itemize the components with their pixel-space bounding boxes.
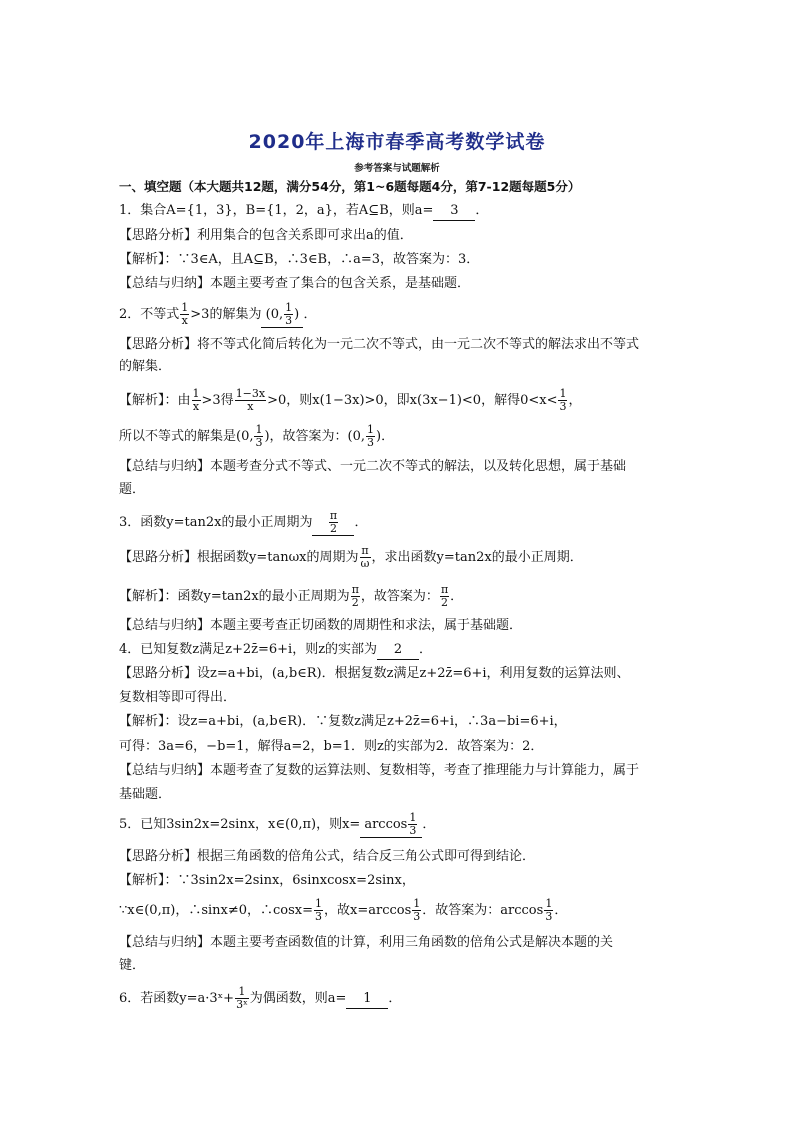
page-title: 2020年上海市春季高考数学试卷 [248,131,546,153]
q5-solution-1: 【解析】：∵3sin2x=2sinx，6sinxcosx=2sinx， [119,873,415,888]
answer-blank-4: 2 [377,641,419,660]
q2-summary-1: 【总结与归纳】本题考查分式不等式、一元二次不等式的解法，以及转化思想，属于基础 [119,459,627,474]
q2-analysis-1: 【思路分析】将不等式化简后转化为一元二次不等式，由一元二次不等式的解法求出不等式 [119,337,640,352]
q5-solution-2: ∵x∈(0,π)，∴sinx≠0，∴cosx= $\frac{1}{3}$ ，故x=arccos $\frac{1}{3}$ ．故答案为：arccos $\frac{1}{3}$ ． [119,897,568,923]
q4-summary-2: 基础题． [119,787,172,802]
q4-analysis-2: 复数相等即可得出． [119,690,237,705]
q4-summary-1: 【总结与归纳】本题考查了复数的运算法则、复数相等，考查了推理能力与计算能力，属于 [119,763,640,778]
q5-analysis: 【思路分析】根据三角函数的倍角公式，结合反三角公式即可得到结论． [119,849,536,864]
answer-blank-3: $\frac{\pi}{2}$ [312,510,354,536]
question-1: 1．集合A={1，3}，B={1，2，a}，若A⊆B，则a= 3 ． [119,202,679,221]
q1-solution: 【解析】：∵3∈A，且A⊆B，∴3∈B，∴a=3，故答案为：3． [119,252,480,267]
answer-blank-1: 3 [433,202,475,221]
answer-blank-5: arccos $\frac{1}{3}$ [360,812,422,838]
q2-analysis-2: 的解集． [119,359,172,374]
question-6: 6．若函数y=a·3ˣ+ $\frac{1}{\text{3ˣ}}$ 为偶函数，则a= 1 ． [119,985,402,1011]
q2-solution-2: 所以不等式的解集是(0, $\frac{1}{3}$ )，故答案为：(0, $\frac{1}{3}$ )． [119,423,395,449]
q3-analysis: 【思路分析】根据函数y=tanωx的周期为 $\frac{\pi}{\omega}$ ，求出函数y=tan2x的最小正周期． [119,544,583,570]
q4-solution-2: 可得：3a=6，−b=1，解得a=2，b=1．则z的实部为2．故答案为：2． [119,739,544,754]
q4-solution-1: 【解析】：设z=a+bi，(a,b∈R)．∵复数z满足z+2z̄=6+i，∴3a−bi=6+i， [119,714,567,729]
question-2: 2．不等式 $\frac{1}{x}$ >3的解集为 (0, $\frac{1}{3}$ ) ． [119,301,317,327]
q2-solution-1: 【解析】：由 $\frac{1}{x}$ >3得 $\frac{1-3x}{x}$ >0，则x(1−3x)>0，即x(3x−1)<0，解得0<x< $\frac{1}{3}$ ， [119,387,582,413]
section-heading: 一、填空题（本大题共12题，满分54分，第1~6题每题4分，第7-12题每题5分） [119,179,581,194]
fraction: $\frac{1}{x}$ [181,301,189,327]
q4-analysis-1: 【思路分析】设z=a+bi，(a,b∈R)．根据复数z满足z+2z̄=6+i，利用复数的运算法则、 [119,666,630,681]
q1-analysis: 【思路分析】利用集合的包含关系即可求出a的值． [119,228,413,243]
q3-solution: 【解析】：函数y=tan2x的最小正周期为 $\frac{\pi}{2}$ ，故答案为： $\frac{\pi}{2}$ ． [119,583,464,609]
question-3: 3．函数y=tan2x的最小正周期为 $\frac{\pi}{2}$ ． [119,509,368,535]
q2-summary-2: 题． [119,482,146,497]
answer-blank-2: (0, $\frac{1}{3}$ ) [261,302,303,328]
q5-summary-1: 【总结与归纳】本题主要考查函数值的计算，利用三角函数的倍角公式是解决本题的关 [119,935,614,950]
q1-summary: 【总结与归纳】本题主要考查了集合的包含关系，是基础题． [119,276,471,291]
q5-summary-2: 键． [119,958,146,973]
answer-blank-6: 1 [346,990,388,1009]
question-4: 4．已知复数z满足z+2z̄=6+i，则z的实部为 2 ． [119,641,679,660]
q3-summary: 【总结与归纳】本题主要考查正切函数的周期性和求法，属于基础题． [119,618,523,633]
page-subtitle: 参考答案与试题解析 [354,163,440,174]
question-5: 5．已知3sin2x=2sinx，x∈(0,π)，则x= arccos $\frac{1}{3}$ ． [119,811,436,837]
